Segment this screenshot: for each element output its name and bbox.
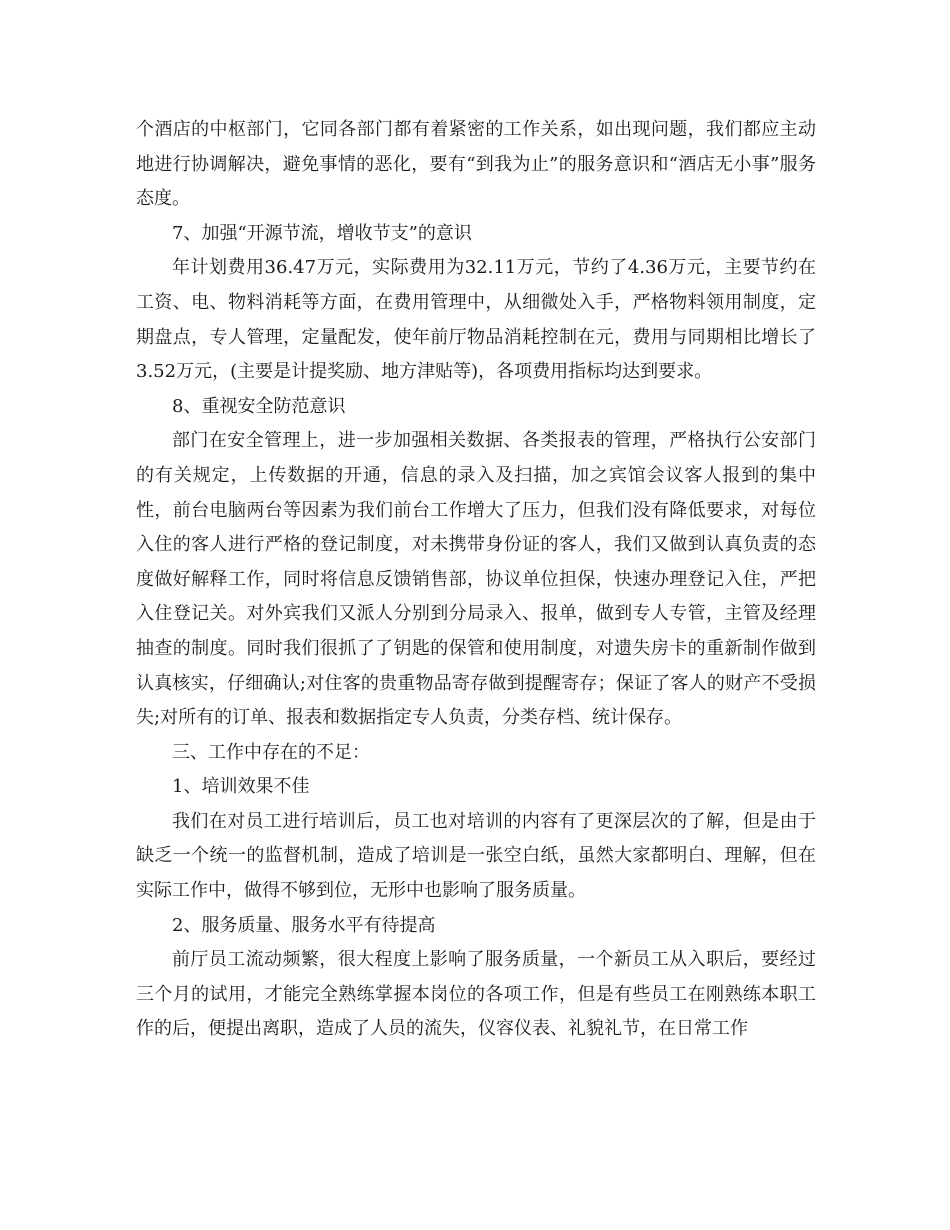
paragraph-cost-control: 年计划费用36.47万元，实际费用为32.11万元，节约了4.36万元，主要节约在工资、电、物料消耗等方面，在费用管理中，从细微处入手，严格物料领用制度，定期盘点，专人管理，定量配发，使年前厅物品消耗控制在元，费用与同期相比增长了3.52万元，(主要是计提奖励、地方津贴等)，各项费用指标均达到要求。 (136, 257, 816, 383)
subsection-heading-2: 2、服务质量、服务水平有待提高 (172, 914, 436, 936)
paragraph-service-quality: 前厅员工流动频繁，很大程度上影响了服务质量，一个新员工从入职后，要经过三个月的试用，才能完全熟练掌握本岗位的各项工作，但是有些员工在刚熟练本职工作的后，便提出离职，造成了人员的流失，仪容仪表、礼貌礼节，在日常工作 (136, 949, 816, 1040)
paragraph-training: 我们在对员工进行培训后，员工也对培训的内容有了更深层次的了解，但是由于缺乏一个统一的监督机制，造成了培训是一张空白纸，虽然大家都明白、理解，但在实际工作中，做得不够到位，无形中也影响了服务质量。 (136, 810, 816, 902)
document-body (136, 113, 816, 1047)
paragraph-continuation: 个酒店的中枢部门，它同各部门都有着紧密的工作关系，如出现问题，我们都应主动地进行协调解决，避免事情的恶化，要有“到我为止”的服务意识和“酒店无小事”服务态度。 (136, 119, 816, 210)
section-heading-7: 7、加强“开源节流，增收节支”的意识 (172, 222, 472, 244)
section-heading-8: 8、重视安全防范意识 (172, 395, 346, 417)
section-heading-shortcomings: 三、工作中存在的不足： (172, 741, 370, 763)
paragraph-security: 部门在安全管理上，进一步加强相关数据、各类报表的管理，严格执行公安部门的有关规定，上传数据的开通，信息的录入及扫描，加之宾馆会议客人报到的集中性，前台电脑两台等因素为我们前台工作增大了压力，但我们没有降低要求，对每位入住的客人进行严格的登记制度，对未携带身份证的客人，我们又做到认真负责的态度做好解释工作，同时将信息反馈销售部，协议单位担保，快速办理登记入住，严把入住登记关。对外宾我们又派人分别到分局录入、报单，做到专人专管，主管及经理抽查的制度。同时我们很抓了了钥匙的保管和使用制度，对遗失房卡的重新制作做到认真核实，仔细确认;对住客的贵重物品寄存做到提醒寄存；保证了客人的财产不受损失;对所有的订单、报表和数据指定专人负责，分类存档、统计保存。 (136, 430, 816, 729)
subsection-heading-1: 1、培训效果不佳 (172, 776, 310, 798)
